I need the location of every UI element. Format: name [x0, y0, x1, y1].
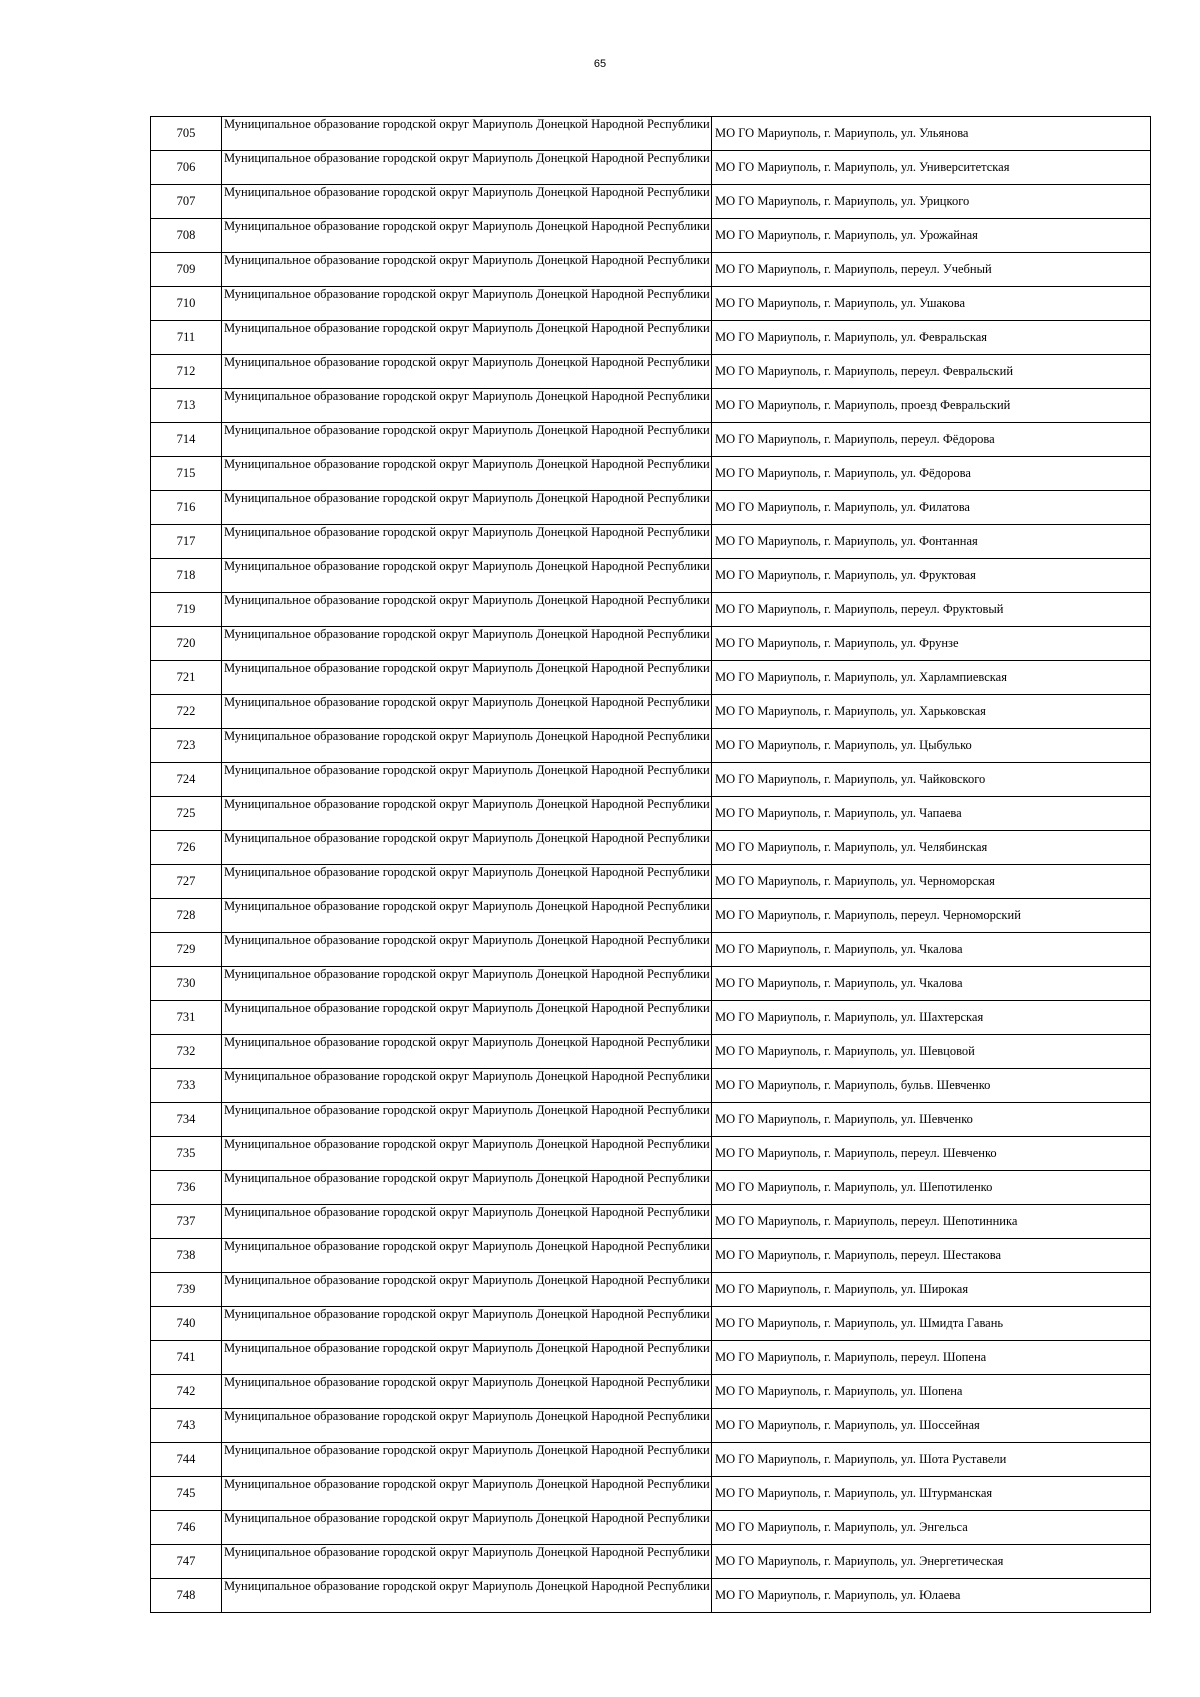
- table-row: [151, 1409, 1151, 1443]
- organization-cell: Муниципальное образование городской округ Мариуполь Донецкой Народной Республики: [222, 423, 712, 457]
- row-number-cell: 738: [151, 1239, 222, 1273]
- row-number-cell: 747: [151, 1545, 222, 1579]
- organization-cell: Муниципальное образование городской округ Мариуполь Донецкой Народной Республики: [222, 1579, 712, 1613]
- address-cell: МО ГО Мариуполь, г. Мариуполь, ул. Юлаева: [712, 1579, 1151, 1613]
- row-number-cell: 745: [151, 1477, 222, 1511]
- address-cell: МО ГО Мариуполь, г. Мариуполь, ул. Чапаева: [712, 797, 1151, 831]
- row-number-cell: 731: [151, 1001, 222, 1035]
- address-cell: МО ГО Мариуполь, г. Мариуполь, ул. Февральская: [712, 321, 1151, 355]
- table-row: [151, 1307, 1151, 1341]
- organization-cell: Муниципальное образование городской округ Мариуполь Донецкой Народной Республики: [222, 185, 712, 219]
- table-row: [151, 1137, 1151, 1171]
- table-row: [151, 865, 1151, 899]
- address-cell: МО ГО Мариуполь, г. Мариуполь, бульв. Шевченко: [712, 1069, 1151, 1103]
- organization-cell: Муниципальное образование городской округ Мариуполь Донецкой Народной Республики: [222, 1205, 712, 1239]
- table-row: [151, 219, 1151, 253]
- row-number-cell: 706: [151, 151, 222, 185]
- row-number-cell: 718: [151, 559, 222, 593]
- table-row: [151, 1375, 1151, 1409]
- address-cell: МО ГО Мариуполь, г. Мариуполь, ул. Харьковская: [712, 695, 1151, 729]
- table-row: [151, 627, 1151, 661]
- table-row: [151, 355, 1151, 389]
- organization-cell: Муниципальное образование городской округ Мариуполь Донецкой Народной Республики: [222, 729, 712, 763]
- row-number-cell: 711: [151, 321, 222, 355]
- table-row: [151, 899, 1151, 933]
- table-row: [151, 797, 1151, 831]
- row-number-cell: 736: [151, 1171, 222, 1205]
- table-row: [151, 1545, 1151, 1579]
- address-cell: МО ГО Мариуполь, г. Мариуполь, ул. Штурманская: [712, 1477, 1151, 1511]
- row-number-cell: 719: [151, 593, 222, 627]
- table-row: [151, 491, 1151, 525]
- organization-cell: Муниципальное образование городской округ Мариуполь Донецкой Народной Республики: [222, 1375, 712, 1409]
- address-cell: МО ГО Мариуполь, г. Мариуполь, ул. Чкалова: [712, 967, 1151, 1001]
- row-number-cell: 741: [151, 1341, 222, 1375]
- table-row: [151, 1069, 1151, 1103]
- row-number-cell: 746: [151, 1511, 222, 1545]
- table-row: [151, 1035, 1151, 1069]
- address-cell: МО ГО Мариуполь, г. Мариуполь, переул. Учебный: [712, 253, 1151, 287]
- organization-cell: Муниципальное образование городской округ Мариуполь Донецкой Народной Республики: [222, 1171, 712, 1205]
- address-cell: МО ГО Мариуполь, г. Мариуполь, ул. Фрунзе: [712, 627, 1151, 661]
- row-number-cell: 713: [151, 389, 222, 423]
- address-cell: МО ГО Мариуполь, г. Мариуполь, ул. Шоссейная: [712, 1409, 1151, 1443]
- table-row: [151, 389, 1151, 423]
- address-cell: МО ГО Мариуполь, г. Мариуполь, ул. Ульянова: [712, 117, 1151, 151]
- organization-cell: Муниципальное образование городской округ Мариуполь Донецкой Народной Республики: [222, 1069, 712, 1103]
- row-number-cell: 710: [151, 287, 222, 321]
- row-number-cell: 720: [151, 627, 222, 661]
- row-number-cell: 727: [151, 865, 222, 899]
- row-number-cell: 725: [151, 797, 222, 831]
- table-row: [151, 117, 1151, 151]
- row-number-cell: 729: [151, 933, 222, 967]
- organization-cell: Муниципальное образование городской округ Мариуполь Донецкой Народной Республики: [222, 1137, 712, 1171]
- row-number-cell: 739: [151, 1273, 222, 1307]
- address-cell: МО ГО Мариуполь, г. Мариуполь, ул. Шопена: [712, 1375, 1151, 1409]
- address-cell: МО ГО Мариуполь, г. Мариуполь, ул. Урожайная: [712, 219, 1151, 253]
- organization-cell: Муниципальное образование городской округ Мариуполь Донецкой Народной Республики: [222, 253, 712, 287]
- table-row: [151, 321, 1151, 355]
- organization-cell: Муниципальное образование городской округ Мариуполь Донецкой Народной Республики: [222, 117, 712, 151]
- organization-cell: Муниципальное образование городской округ Мариуполь Донецкой Народной Республики: [222, 1443, 712, 1477]
- registry-table-body: [151, 117, 1151, 1613]
- row-number-cell: 705: [151, 117, 222, 151]
- organization-cell: Муниципальное образование городской округ Мариуполь Донецкой Народной Республики: [222, 151, 712, 185]
- organization-cell: Муниципальное образование городской округ Мариуполь Донецкой Народной Республики: [222, 491, 712, 525]
- organization-cell: Муниципальное образование городской округ Мариуполь Донецкой Народной Республики: [222, 219, 712, 253]
- row-number-cell: 740: [151, 1307, 222, 1341]
- organization-cell: Муниципальное образование городской округ Мариуполь Донецкой Народной Республики: [222, 967, 712, 1001]
- table-row: [151, 1273, 1151, 1307]
- row-number-cell: 714: [151, 423, 222, 457]
- address-cell: МО ГО Мариуполь, г. Мариуполь, переул. Шепотинника: [712, 1205, 1151, 1239]
- address-cell: МО ГО Мариуполь, г. Мариуполь, ул. Челябинская: [712, 831, 1151, 865]
- table-row: [151, 1171, 1151, 1205]
- address-cell: МО ГО Мариуполь, г. Мариуполь, ул. Ушакова: [712, 287, 1151, 321]
- address-cell: МО ГО Мариуполь, г. Мариуполь, переул. Шестакова: [712, 1239, 1151, 1273]
- row-number-cell: 722: [151, 695, 222, 729]
- address-cell: МО ГО Мариуполь, г. Мариуполь, ул. Черноморская: [712, 865, 1151, 899]
- organization-cell: Муниципальное образование городской округ Мариуполь Донецкой Народной Республики: [222, 695, 712, 729]
- address-cell: МО ГО Мариуполь, г. Мариуполь, проезд Февральский: [712, 389, 1151, 423]
- table-row: [151, 933, 1151, 967]
- registry-table: [150, 116, 1151, 1613]
- address-cell: МО ГО Мариуполь, г. Мариуполь, ул. Фруктовая: [712, 559, 1151, 593]
- row-number-cell: 730: [151, 967, 222, 1001]
- address-cell: МО ГО Мариуполь, г. Мариуполь, ул. Харлампиевская: [712, 661, 1151, 695]
- row-number-cell: 726: [151, 831, 222, 865]
- organization-cell: Муниципальное образование городской округ Мариуполь Донецкой Народной Республики: [222, 1239, 712, 1273]
- table-row: [151, 525, 1151, 559]
- address-cell: МО ГО Мариуполь, г. Мариуполь, переул. Фруктовый: [712, 593, 1151, 627]
- row-number-cell: 748: [151, 1579, 222, 1613]
- organization-cell: Муниципальное образование городской округ Мариуполь Донецкой Народной Республики: [222, 1545, 712, 1579]
- organization-cell: Муниципальное образование городской округ Мариуполь Донецкой Народной Республики: [222, 1307, 712, 1341]
- row-number-cell: 734: [151, 1103, 222, 1137]
- table-row: [151, 1477, 1151, 1511]
- organization-cell: Муниципальное образование городской округ Мариуполь Донецкой Народной Республики: [222, 763, 712, 797]
- organization-cell: Муниципальное образование городской округ Мариуполь Донецкой Народной Республики: [222, 661, 712, 695]
- table-row: [151, 185, 1151, 219]
- address-cell: МО ГО Мариуполь, г. Мариуполь, ул. Чайковского: [712, 763, 1151, 797]
- row-number-cell: 721: [151, 661, 222, 695]
- address-cell: МО ГО Мариуполь, г. Мариуполь, ул. Шмидта Гавань: [712, 1307, 1151, 1341]
- address-cell: МО ГО Мариуполь, г. Мариуполь, переул. Шевченко: [712, 1137, 1151, 1171]
- table-row: [151, 1239, 1151, 1273]
- address-cell: МО ГО Мариуполь, г. Мариуполь, ул. Энгельса: [712, 1511, 1151, 1545]
- table-row: [151, 457, 1151, 491]
- table-row: [151, 287, 1151, 321]
- row-number-cell: 743: [151, 1409, 222, 1443]
- organization-cell: Муниципальное образование городской округ Мариуполь Донецкой Народной Республики: [222, 831, 712, 865]
- page-number: 65: [593, 58, 607, 70]
- table-row: [151, 593, 1151, 627]
- address-cell: МО ГО Мариуполь, г. Мариуполь, ул. Фонтанная: [712, 525, 1151, 559]
- address-cell: МО ГО Мариуполь, г. Мариуполь, переул. Февральский: [712, 355, 1151, 389]
- row-number-cell: 742: [151, 1375, 222, 1409]
- table-row: [151, 1443, 1151, 1477]
- table-row: [151, 1341, 1151, 1375]
- address-cell: МО ГО Мариуполь, г. Мариуполь, переул. Фёдорова: [712, 423, 1151, 457]
- row-number-cell: 737: [151, 1205, 222, 1239]
- organization-cell: Муниципальное образование городской округ Мариуполь Донецкой Народной Республики: [222, 797, 712, 831]
- organization-cell: Муниципальное образование городской округ Мариуполь Донецкой Народной Республики: [222, 389, 712, 423]
- table-row: [151, 1205, 1151, 1239]
- organization-cell: Муниципальное образование городской округ Мариуполь Донецкой Народной Республики: [222, 1001, 712, 1035]
- row-number-cell: 717: [151, 525, 222, 559]
- row-number-cell: 715: [151, 457, 222, 491]
- address-cell: МО ГО Мариуполь, г. Мариуполь, переул. Шопена: [712, 1341, 1151, 1375]
- organization-cell: Муниципальное образование городской округ Мариуполь Донецкой Народной Республики: [222, 1477, 712, 1511]
- row-number-cell: 728: [151, 899, 222, 933]
- address-cell: МО ГО Мариуполь, г. Мариуполь, ул. Урицкого: [712, 185, 1151, 219]
- address-cell: МО ГО Мариуполь, г. Мариуполь, ул. Шота Руставели: [712, 1443, 1151, 1477]
- table-row: [151, 1579, 1151, 1613]
- address-cell: МО ГО Мариуполь, г. Мариуполь, ул. Шевченко: [712, 1103, 1151, 1137]
- row-number-cell: 732: [151, 1035, 222, 1069]
- table-row: [151, 831, 1151, 865]
- address-cell: МО ГО Мариуполь, г. Мариуполь, ул. Шепотиленко: [712, 1171, 1151, 1205]
- row-number-cell: 716: [151, 491, 222, 525]
- table-row: [151, 967, 1151, 1001]
- row-number-cell: 724: [151, 763, 222, 797]
- organization-cell: Муниципальное образование городской округ Мариуполь Донецкой Народной Республики: [222, 525, 712, 559]
- address-cell: МО ГО Мариуполь, г. Мариуполь, ул. Филатова: [712, 491, 1151, 525]
- organization-cell: Муниципальное образование городской округ Мариуполь Донецкой Народной Республики: [222, 355, 712, 389]
- organization-cell: Муниципальное образование городской округ Мариуполь Донецкой Народной Республики: [222, 321, 712, 355]
- table-row: [151, 1103, 1151, 1137]
- address-cell: МО ГО Мариуполь, г. Мариуполь, ул. Энергетическая: [712, 1545, 1151, 1579]
- organization-cell: Муниципальное образование городской округ Мариуполь Донецкой Народной Республики: [222, 593, 712, 627]
- organization-cell: Муниципальное образование городской округ Мариуполь Донецкой Народной Республики: [222, 457, 712, 491]
- row-number-cell: 723: [151, 729, 222, 763]
- address-cell: МО ГО Мариуполь, г. Мариуполь, ул. Шевцовой: [712, 1035, 1151, 1069]
- table-row: [151, 661, 1151, 695]
- address-cell: МО ГО Мариуполь, г. Мариуполь, ул. Шахтерская: [712, 1001, 1151, 1035]
- organization-cell: Муниципальное образование городской округ Мариуполь Донецкой Народной Республики: [222, 933, 712, 967]
- organization-cell: Муниципальное образование городской округ Мариуполь Донецкой Народной Республики: [222, 1273, 712, 1307]
- table-row: [151, 1001, 1151, 1035]
- address-cell: МО ГО Мариуполь, г. Мариуполь, ул. Широкая: [712, 1273, 1151, 1307]
- address-cell: МО ГО Мариуполь, г. Мариуполь, ул. Фёдорова: [712, 457, 1151, 491]
- table-row: [151, 695, 1151, 729]
- organization-cell: Муниципальное образование городской округ Мариуполь Донецкой Народной Республики: [222, 865, 712, 899]
- row-number-cell: 712: [151, 355, 222, 389]
- address-cell: МО ГО Мариуполь, г. Мариуполь, ул. Университетская: [712, 151, 1151, 185]
- table-row: [151, 253, 1151, 287]
- organization-cell: Муниципальное образование городской округ Мариуполь Донецкой Народной Республики: [222, 1035, 712, 1069]
- organization-cell: Муниципальное образование городской округ Мариуполь Донецкой Народной Республики: [222, 1341, 712, 1375]
- address-cell: МО ГО Мариуполь, г. Мариуполь, ул. Чкалова: [712, 933, 1151, 967]
- address-cell: МО ГО Мариуполь, г. Мариуполь, переул. Черноморский: [712, 899, 1151, 933]
- row-number-cell: 735: [151, 1137, 222, 1171]
- organization-cell: Муниципальное образование городской округ Мариуполь Донецкой Народной Республики: [222, 559, 712, 593]
- organization-cell: Муниципальное образование городской округ Мариуполь Донецкой Народной Республики: [222, 1511, 712, 1545]
- row-number-cell: 709: [151, 253, 222, 287]
- table-row: [151, 729, 1151, 763]
- table-row: [151, 151, 1151, 185]
- organization-cell: Муниципальное образование городской округ Мариуполь Донецкой Народной Республики: [222, 1409, 712, 1443]
- row-number-cell: 733: [151, 1069, 222, 1103]
- table-row: [151, 559, 1151, 593]
- row-number-cell: 707: [151, 185, 222, 219]
- organization-cell: Муниципальное образование городской округ Мариуполь Донецкой Народной Республики: [222, 287, 712, 321]
- row-number-cell: 708: [151, 219, 222, 253]
- row-number-cell: 744: [151, 1443, 222, 1477]
- address-cell: МО ГО Мариуполь, г. Мариуполь, ул. Цыбулько: [712, 729, 1151, 763]
- organization-cell: Муниципальное образование городской округ Мариуполь Донецкой Народной Республики: [222, 1103, 712, 1137]
- organization-cell: Муниципальное образование городской округ Мариуполь Донецкой Народной Республики: [222, 627, 712, 661]
- table-row: [151, 423, 1151, 457]
- table-row: [151, 763, 1151, 797]
- organization-cell: Муниципальное образование городской округ Мариуполь Донецкой Народной Республики: [222, 899, 712, 933]
- table-row: [151, 1511, 1151, 1545]
